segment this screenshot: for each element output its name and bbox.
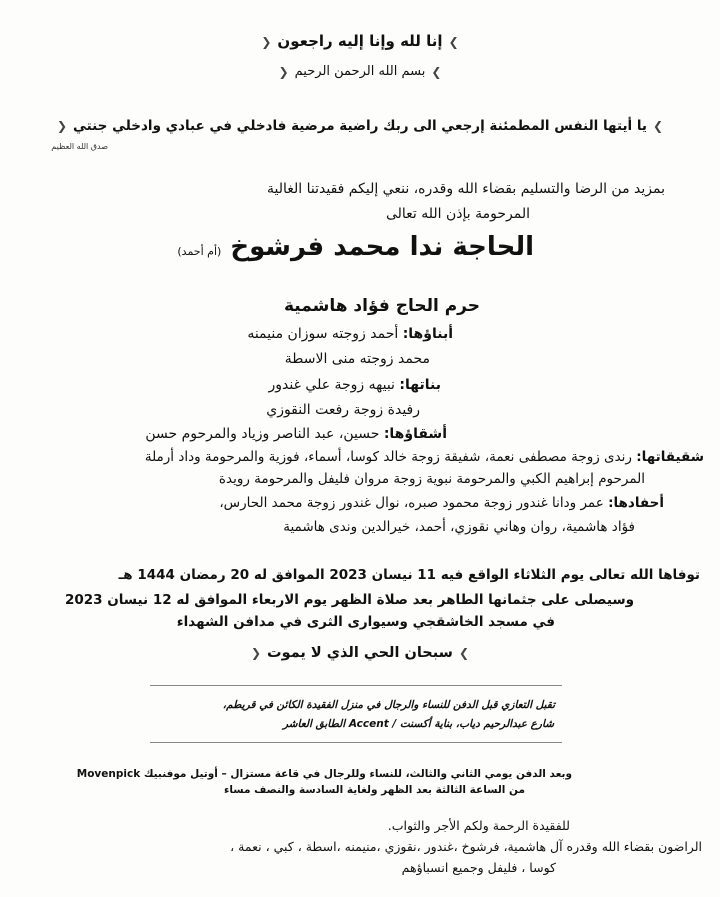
closing-verse: ❯سبحان الحي الذي لا يموت❮	[250, 645, 469, 661]
ornament-right-icon: ❯	[653, 119, 664, 133]
funeral-line2: وسيصلى على جثمانها الطاهر بعد صلاة الظهر يوم الاربعاء الموافق له 12 نيسان 2023	[64, 592, 634, 608]
funeral-line1: توفاها الله تعالى يوم الثلاثاء الواقع فيه 11 نيسان 2023 الموافق له 20 رمضان 1444 هـ	[118, 567, 700, 583]
ornament-left-icon: ❮	[250, 646, 262, 660]
deceased-kunya: (أم أحمد)	[177, 245, 222, 258]
divider-top	[150, 685, 562, 686]
ornament-right-icon: ❯	[431, 64, 442, 79]
deceased-name: الحاجة ندا محمد فرشوخ (أم أحمد)	[177, 232, 534, 262]
verse-basmala: ❯بسم الله الرحمن الرحيم❮	[278, 64, 442, 79]
brothers-line: أشقاؤها: حسين، عبد الناصر وزياد والمرحوم حسن	[145, 426, 447, 442]
verse-inna-lillah: ❯إنا لله وإنا إليه راجعون❮	[261, 32, 459, 50]
daughters-label: بناتها:	[399, 377, 441, 393]
ornament-left-icon: ❮	[261, 34, 272, 49]
sons-label: أبناؤها:	[402, 326, 453, 342]
announcement-line2: المرحومة بإذن الله تعالى	[385, 206, 530, 222]
footer-line1: للفقيدة الرحمة ولكم الأجر والثواب.	[387, 818, 570, 833]
sons-line2: محمد زوجته منى الاسطة	[284, 351, 430, 367]
funeral-line3: في مسجد الخاشقجي وسيوارى الثرى في مدافن الشهداء	[176, 614, 555, 630]
sisters-line1: شقيقاتها: رندى زوجة مصطفى نعمة، شفيقة زوجة خالد كوسا، أسماء، فوزية والمرحومة وداد أرملة	[144, 449, 704, 465]
sisters-label: شقيقاتها:	[636, 449, 704, 465]
condolence-line1: تقبل التعازي قبل الدفن للنساء والرجال في منزل الفقيدة الكائن في قريطم،	[222, 699, 555, 711]
condolence-line4: من الساعة الثالثة بعد الظهر ولغاية السادسة والنصف مساء	[223, 784, 525, 796]
ornament-left-icon: ❮	[56, 119, 67, 133]
footer-line3: كوسا ، فليفل وجميع انسباؤهم	[401, 860, 556, 875]
verse-quran: ❯يا أيتها النفس المطمئنة إرجعي الى ربك راضية مرضية فادخلي في عبادي وادخلي جنتي❮	[56, 118, 664, 134]
announcement-line1: بمزيد من الرضا والتسليم بقضاء الله وقدره، ننعي إليكم فقيدتنا الغالية	[266, 181, 665, 197]
divider-bottom	[150, 742, 562, 743]
grandchildren-label: أحفادها:	[608, 495, 664, 511]
spouse-line: حرم الحاج فؤاد هاشمية	[283, 296, 480, 316]
condolence-line3: وبعد الدفن يومي الثاني والثالث، للنساء وللرجال في قاعة مستزال – أوتيل موفنبيك Movenpick	[76, 768, 572, 780]
footer-line2: الراضون بقضاء الله وقدره آل هاشمية، فرشوخ ،غندور ،نقوزي ،منيمنه ،اسطة ، كبي ، نعمة ،	[230, 839, 702, 854]
grandchildren-line2: فؤاد هاشمية، روان وهاني نقوزي، أحمد، خيرالدين وندى هاشمية	[283, 519, 635, 535]
daughters-line2: رفيدة زوجة رفعت النقوزي	[266, 402, 420, 418]
ornament-right-icon: ❯	[448, 34, 459, 49]
brothers-label: أشقاؤها:	[383, 426, 447, 442]
ornament-left-icon: ❮	[278, 64, 289, 79]
sons-line1: أبناؤها: أحمد زوجته سوزان منيمنه	[247, 326, 453, 342]
sisters-line2: المرحوم إبراهيم الكبي والمرحومة نبوية زوجة مروان فليفل والمرحومة رويدة	[218, 471, 645, 487]
condolence-line2: شارع عبدالرحيم دياب، بناية أكسنت / Accent الطابق العاشر	[282, 718, 554, 730]
daughters-line1: بناتها: نبيهه زوجة علي غندور	[268, 377, 441, 393]
grandchildren-line1: أحفادها: عمر ودانا غندور زوجة محمود صبره، نوال غندور زوجة محمد الحارس،	[219, 495, 664, 511]
verse-attribution: صدق الله العظيم	[51, 142, 108, 151]
ornament-right-icon: ❯	[458, 646, 469, 660]
